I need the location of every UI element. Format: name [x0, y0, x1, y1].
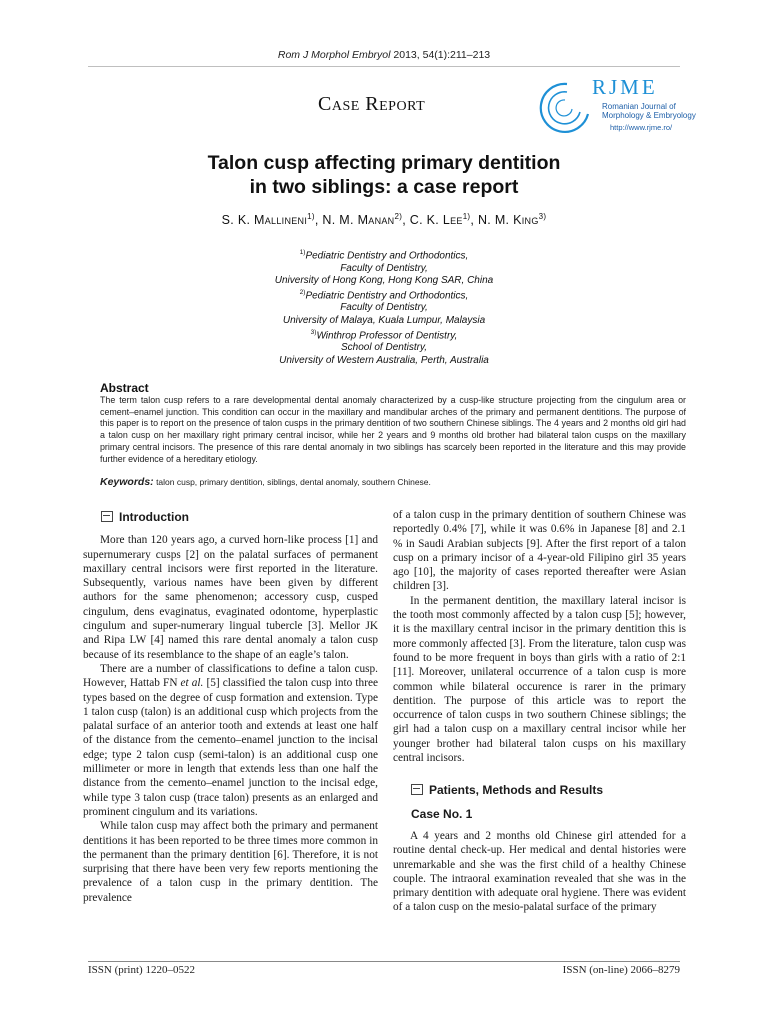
section-introduction: [101, 510, 378, 524]
section-patients-methods: [411, 783, 686, 797]
affiliations: [0, 247, 768, 367]
section-heading: Introduction: [119, 510, 189, 524]
citation-volume: 2013, 54(1):211–213: [393, 49, 491, 61]
affiliation-line: $^{3)}$Winthrop Professor of Dentistry,: [310, 328, 458, 342]
affiliation-line: University of Malaya, Kuala Lumpur, Malaysia: [282, 314, 486, 326]
affiliation-line: University of Hong Kong, Hong Kong SAR, China: [274, 274, 494, 286]
header-rule: [88, 66, 680, 67]
author: C. K. Lee$^{1)}$: [409, 212, 471, 228]
issn-online: ISSN (on-line) 2066–8279: [562, 964, 680, 976]
footer-rule: [88, 961, 680, 962]
logo-acronym: RJME: [592, 75, 658, 99]
article-type: Case Report: [318, 93, 426, 115]
affiliation-line: Faculty of Dentistry,: [340, 302, 428, 314]
section-icon: [101, 511, 113, 522]
affiliation-line: School of Dentistry,: [341, 342, 427, 354]
author: S. K. Mallineni$^{1)}$: [221, 212, 315, 228]
affiliation-line: $^{2)}$Pediatric Dentistry and Orthodontics,: [299, 288, 469, 302]
paragraph: While talon cusp may affect both the primary and permanent dentitions it has been reported to be three times more common in the permanent than the primary dentition [6]. Therefore, it is not surprising that there have been very few reports mentioning the prevalence of a talon cusp in the primary dentition. The prevalence: [83, 820, 378, 904]
keywords-label: Keywords:: [100, 476, 154, 488]
abstract-heading: Abstract: [100, 381, 149, 395]
affiliation-line: $^{1)}$Pediatric Dentistry and Orthodontics,: [299, 249, 469, 262]
article-title: [0, 151, 768, 199]
paragraph: More than 120 years ago, a curved horn-like process [1] and supernumerary cusps [2] on the palatal surfaces of permanent maxillary central incisors were first reported in the literature. Subsequently, various names have been given by different authors for the same phenomenon; accessory cusp, cusped cingulum, dens evaginatus, evaginated odontome, hyperplastic cingulum and super-numerary lingual tubercle [3]. Mellor JK and Ripa LW [4] named this rare dental anomaly a talon cusp because of its resemblance to the shape of an eagle’s talon.: [83, 534, 378, 661]
logo-journal-name: [602, 102, 702, 120]
logo-name-line2: Morphology & Embryology: [602, 111, 696, 120]
author: N. M. Manan$^{2)}$: [322, 212, 403, 228]
rjme-logo: [534, 74, 694, 144]
subsection-case-1: Case No. 1: [411, 806, 473, 821]
keywords: [100, 476, 431, 488]
affiliation-line: University of Western Australia, Perth, Australia: [279, 354, 489, 366]
journal-abbrev: Rom J Morphol Embryol: [277, 49, 391, 61]
section-heading: Patients, Methods and Results: [429, 783, 604, 798]
abstract-text: The term talon cusp refers to a rare developmental dental anomaly characterized by a cusp-like structure projecting from the cingulum area or cement–enamel junction. This condition can occur in the maxillary and mandibular arches of the primary and permanent dentitions. The purpose of this paper is to report on the presence of talon cusps in the primary dentition of two southern Chinese siblings. The 4 years and 2 months old girl had a talon cusp on her maxillary right primary central incisor, while her 2 years and 9 months old brother had bilateral talon cusps on the maxillary primary central incisors. The presence of this rare dental anomaly in two siblings has scarcely been reported in the literature and this may provide further evidence of a hereditary etiology.: [100, 395, 686, 464]
left-column: [83, 510, 378, 905]
paragraph: A 4 years and 2 months old Chinese girl attended for a routine dental check-up. Her medical and dental histories were unremarkable and she was the first child of a healthy Chinese couple. The intraoral examination revealed that she was in the primary dentition with adequate oral hygiene. There was evident of a talon cusp on the mesio-palatal surface of the primary: [393, 829, 686, 914]
paragraph: of a talon cusp in the primary dentition of southern Chinese was reportedly 0.4% [7], while it was 0.6% in Japanese [8] and 2.1 % in Saudi Arabian subjects [9]. After the first report of a talon cusp on a primary incisor of a 4-year-old Filipino girl 35 years ago [10], the majority of cases reported thereafter were Asian children [3].: [393, 509, 686, 593]
paragraph: In the permanent dentition, the maxillary lateral incisor is the tooth most commonly affected by a talon cusp [5]; however, it is the maxillary central incisor in the primary dentition this is more commonly affected [3]. From the literature, talon cusp was found to be more frequent in boys than girls with a ratio of 2:1 [11]. Moreover, unilateral occurrence of a talon cusp is more common while bilateral occurence is rarer in the primary dentition. The purpose of this article was to report the occurrence of talon cusps in two southern Chinese siblings; the girl had a talon cusp on a maxillary central incisor while her younger brother had bilateral talon cusps on his maxillary central incisors.: [393, 594, 686, 765]
journal-citation: [0, 49, 768, 61]
author: N. M. King$^{3)}$: [477, 212, 547, 228]
right-column: [393, 508, 686, 915]
title-line2: in two siblings: a case report: [249, 176, 519, 198]
author-list: S. K. Mallineni$^{1)}$, N. M. Manan$^{2)}$, C. K. Lee$^{1)}$, N. M. King$^{3)}$: [221, 212, 547, 228]
logo-name-line1: Romanian Journal of: [602, 102, 676, 111]
paragraph: There are a number of classifications to define a talon cusp. However, Hattab FN et al. [5] classified the talon cusp into three types based on the degree of cusp formation and extension. Type 1 talon cusp (talon) is an additional cusp which projects from the palatal surface of an anterior tooth and extends at least one half of the distance from the cemento–enamel junction to the incisal edge; type 2 talon cusp (semi-talon) is an additional cusp one millimeter or more in length that extends less than one half the distance from the cemento–enamel junction to the incisal edge, while type 3 talon cusp (trace talon) presents as an enlarged and prominent cingulum and its variations.: [83, 662, 378, 818]
affiliation-line: Faculty of Dentistry,: [340, 262, 428, 274]
title-line1: Talon cusp affecting primary dentition: [207, 152, 561, 174]
rjme-swirl-icon: [534, 78, 596, 140]
keywords-list: talon cusp, primary dentition, siblings, dental anomaly, southern Chinese.: [156, 477, 431, 487]
section-icon: [411, 784, 423, 795]
issn-print: ISSN (print) 1220–0522: [88, 964, 195, 976]
logo-url[interactable]: http://www.rjme.ro/: [610, 123, 673, 132]
